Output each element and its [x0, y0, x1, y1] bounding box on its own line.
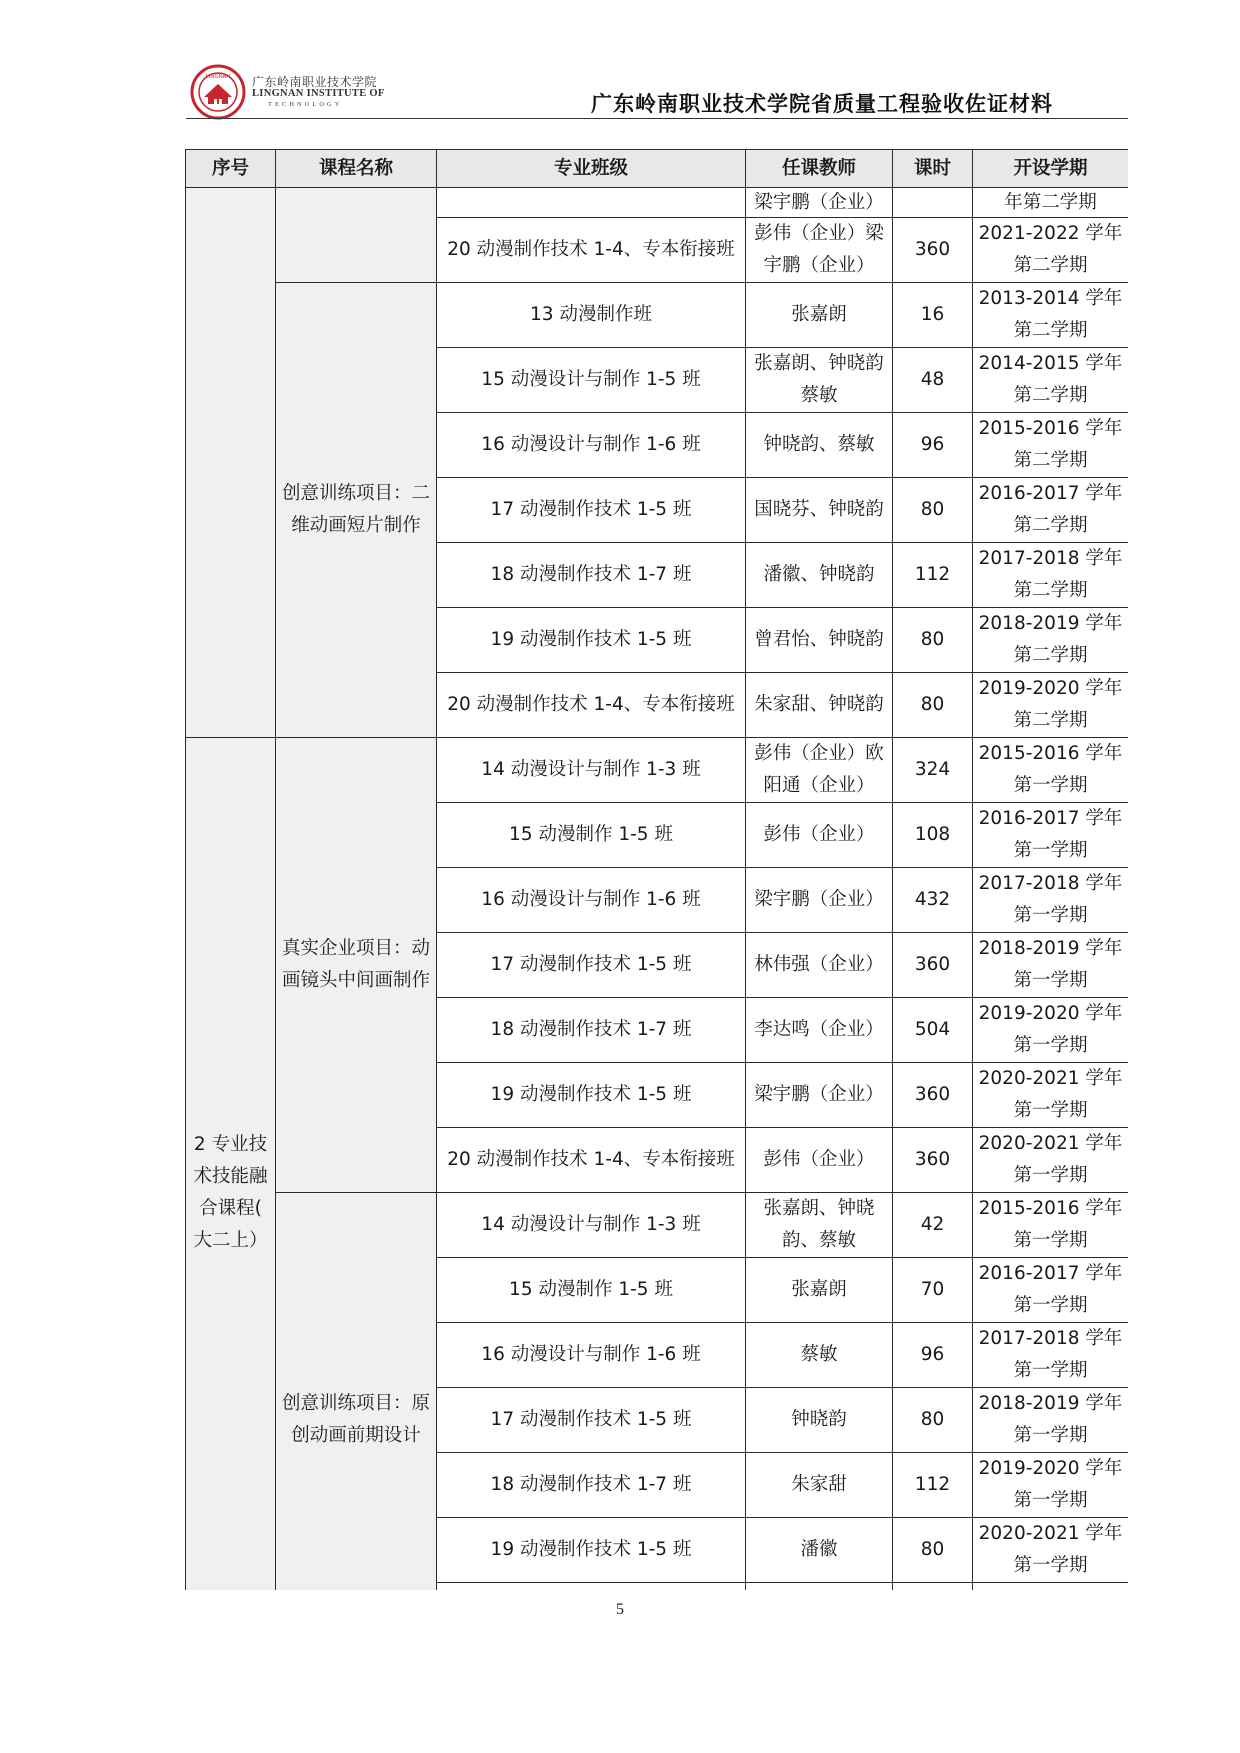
hours-cell: 112 [893, 1453, 973, 1518]
hours-cell: 80 [893, 1388, 973, 1453]
class-cell: 16 动漫设计与制作 1-6 班 [437, 1323, 746, 1388]
teacher-cell: 梁宇鹏（企业） [746, 868, 893, 933]
class-cell: 17 动漫制作技术 1-5 班 [437, 1388, 746, 1453]
course-name-cell: 真实企业项目：动画镜头中间画制作 [276, 738, 437, 1193]
term-cell: 2016-2017 学年第二学期 [973, 478, 1129, 543]
teacher-cell: 彭伟（企业） [746, 803, 893, 868]
hours-cell: 16 [893, 283, 973, 348]
hours-cell: 360 [893, 933, 973, 998]
hours-cell: 48 [893, 348, 973, 413]
page-number: 5 [616, 1601, 624, 1618]
term-cell: 2018-2019 学年第一学期 [973, 933, 1129, 998]
teacher-cell: 彭伟（企业）欧阳通（企业） [746, 738, 893, 803]
term-cell: 2018-2019 学年第二学期 [973, 608, 1129, 673]
seq-cell: 2 专业技术技能融合课程( 大二上） [186, 738, 276, 1591]
class-cell: 16 动漫设计与制作 1-6 班 [437, 413, 746, 478]
term-cell: 2016-2017 学年第一学期 [973, 1258, 1129, 1323]
course-name-cell [276, 188, 437, 283]
class-cell: 18 动漫制作技术 1-7 班 [437, 998, 746, 1063]
term-cell: 2017-2018 学年第二学期 [973, 543, 1129, 608]
teacher-cell: 潘徽 [746, 1518, 893, 1583]
class-cell: 19 动漫制作技术 1-5 班 [437, 608, 746, 673]
hours-cell [893, 188, 973, 218]
term-cell: 2019-2020 学年第一学期 [973, 1453, 1129, 1518]
class-cell: 16 动漫设计与制作 1-6 班 [437, 868, 746, 933]
term-cell: 2014-2015 学年第二学期 [973, 348, 1129, 413]
class-cell: 19 动漫制作技术 1-5 班 [437, 1518, 746, 1583]
course-table [185, 149, 1128, 1590]
teacher-cell: 林伟强（企业） [746, 933, 893, 998]
term-cell: 2015-2016 学年第二学期 [973, 413, 1129, 478]
teacher-cell [746, 1583, 893, 1591]
teacher-cell: 钟晓韵、蔡敏 [746, 413, 893, 478]
hours-cell [893, 1583, 973, 1591]
hours-cell: 80 [893, 1518, 973, 1583]
term-cell: 2015-2016 学年第一学期 [973, 1193, 1129, 1258]
course-name-cell: 创意训练项目：原创动画前期设计 [276, 1193, 437, 1591]
term-cell: 2021-2022 学年第二学期 [973, 218, 1129, 283]
term-cell: 2013-2014 学年第二学期 [973, 283, 1129, 348]
teacher-cell: 钟晓韵 [746, 1388, 893, 1453]
teacher-cell: 彭伟（企业） [746, 1128, 893, 1193]
term-cell: 2017-2018 学年第一学期 [973, 1323, 1129, 1388]
teacher-cell: 朱家甜 [746, 1453, 893, 1518]
teacher-cell: 梁宇鹏（企业） [746, 188, 893, 218]
class-cell [437, 188, 746, 218]
hours-cell: 80 [893, 478, 973, 543]
teacher-cell: 张嘉朗、钟晓韵蔡敏 [746, 348, 893, 413]
document-title: 广东岭南职业技术学院省质量工程验收佐证材料 [591, 92, 1053, 116]
teacher-cell: 朱家甜、钟晓韵 [746, 673, 893, 738]
logo-school-name-en: LINGNAN INSTITUTE OF [252, 88, 385, 99]
table-row [186, 283, 1129, 348]
hours-cell: 96 [893, 1323, 973, 1388]
term-cell [973, 1583, 1129, 1591]
table-row [186, 738, 1129, 803]
hours-cell: 70 [893, 1258, 973, 1323]
logo-seal-text: LINGNAN [205, 74, 231, 80]
term-cell: 2020-2021 学年第一学期 [973, 1128, 1129, 1193]
col-header-term: 开设学期 [973, 150, 1129, 188]
hours-cell: 324 [893, 738, 973, 803]
class-cell: 17 动漫制作技术 1-5 班 [437, 478, 746, 543]
hours-cell: 108 [893, 803, 973, 868]
teacher-cell: 李达鸣（企业） [746, 998, 893, 1063]
class-cell: 14 动漫设计与制作 1-3 班 [437, 738, 746, 803]
class-cell: 20 动漫制作技术 1-4、专本衔接班 [437, 218, 746, 283]
logo-school-name-cn: 广东岭南职业技术学院 [252, 75, 378, 89]
hours-cell: 504 [893, 998, 973, 1063]
logo-school-name-en-sub: TECHNOLOGY [268, 101, 343, 108]
col-header-hours: 课时 [893, 150, 973, 188]
teacher-cell: 蔡敏 [746, 1323, 893, 1388]
course-name-cell: 创意训练项目：二维动画短片制作 [276, 283, 437, 738]
hours-cell: 80 [893, 608, 973, 673]
hours-cell: 42 [893, 1193, 973, 1258]
class-cell: 17 动漫制作技术 1-5 班 [437, 933, 746, 998]
class-cell: 20 动漫制作技术 1-4、专本衔接班 [437, 1128, 746, 1193]
hours-cell: 360 [893, 1063, 973, 1128]
class-cell: 19 动漫制作技术 1-5 班 [437, 1063, 746, 1128]
teacher-cell: 张嘉朗、钟晓韵、蔡敏 [746, 1193, 893, 1258]
col-header-teacher: 任课教师 [746, 150, 893, 188]
teacher-cell: 国晓芬、钟晓韵 [746, 478, 893, 543]
class-cell: 18 动漫制作技术 1-7 班 [437, 543, 746, 608]
class-cell: 14 动漫设计与制作 1-3 班 [437, 1193, 746, 1258]
teacher-cell: 彭伟（企业）梁宇鹏（企业） [746, 218, 893, 283]
class-cell: 15 动漫制作 1-5 班 [437, 1258, 746, 1323]
term-cell: 2019-2020 学年第一学期 [973, 998, 1129, 1063]
col-header-seq: 序号 [186, 150, 276, 188]
col-header-class: 专业班级 [437, 150, 746, 188]
term-cell: 年第二学期 [973, 188, 1129, 218]
term-cell: 2020-2021 学年第一学期 [973, 1063, 1129, 1128]
term-cell: 2019-2020 学年第二学期 [973, 673, 1129, 738]
school-logo [190, 64, 246, 120]
term-cell: 2017-2018 学年第一学期 [973, 868, 1129, 933]
col-header-course: 课程名称 [276, 150, 437, 188]
class-cell: 20 动漫制作技术 1-4、专本衔接班 [437, 673, 746, 738]
hours-cell: 80 [893, 673, 973, 738]
teacher-cell: 梁宇鹏（企业） [746, 1063, 893, 1128]
teacher-cell: 潘徽、钟晓韵 [746, 543, 893, 608]
hours-cell: 360 [893, 218, 973, 283]
header-divider [186, 118, 1128, 119]
class-cell: 18 动漫制作技术 1-7 班 [437, 1453, 746, 1518]
term-cell: 2020-2021 学年第一学期 [973, 1518, 1129, 1583]
term-cell: 2016-2017 学年第一学期 [973, 803, 1129, 868]
class-cell: 13 动漫制作班 [437, 283, 746, 348]
teacher-cell: 张嘉朗 [746, 283, 893, 348]
class-cell: 15 动漫设计与制作 1-5 班 [437, 348, 746, 413]
teacher-cell: 张嘉朗 [746, 1258, 893, 1323]
table-row [186, 188, 1129, 218]
hours-cell: 432 [893, 868, 973, 933]
class-cell [437, 1583, 746, 1591]
class-cell: 15 动漫制作 1-5 班 [437, 803, 746, 868]
table-row [186, 1193, 1129, 1258]
hours-cell: 96 [893, 413, 973, 478]
hours-cell: 360 [893, 1128, 973, 1193]
table-header-row [186, 150, 1129, 188]
term-cell: 2015-2016 学年第一学期 [973, 738, 1129, 803]
hours-cell: 112 [893, 543, 973, 608]
teacher-cell: 曾君怡、钟晓韵 [746, 608, 893, 673]
term-cell: 2018-2019 学年第一学期 [973, 1388, 1129, 1453]
course-table-wrapper [185, 149, 1128, 1590]
seq-cell [186, 188, 276, 738]
